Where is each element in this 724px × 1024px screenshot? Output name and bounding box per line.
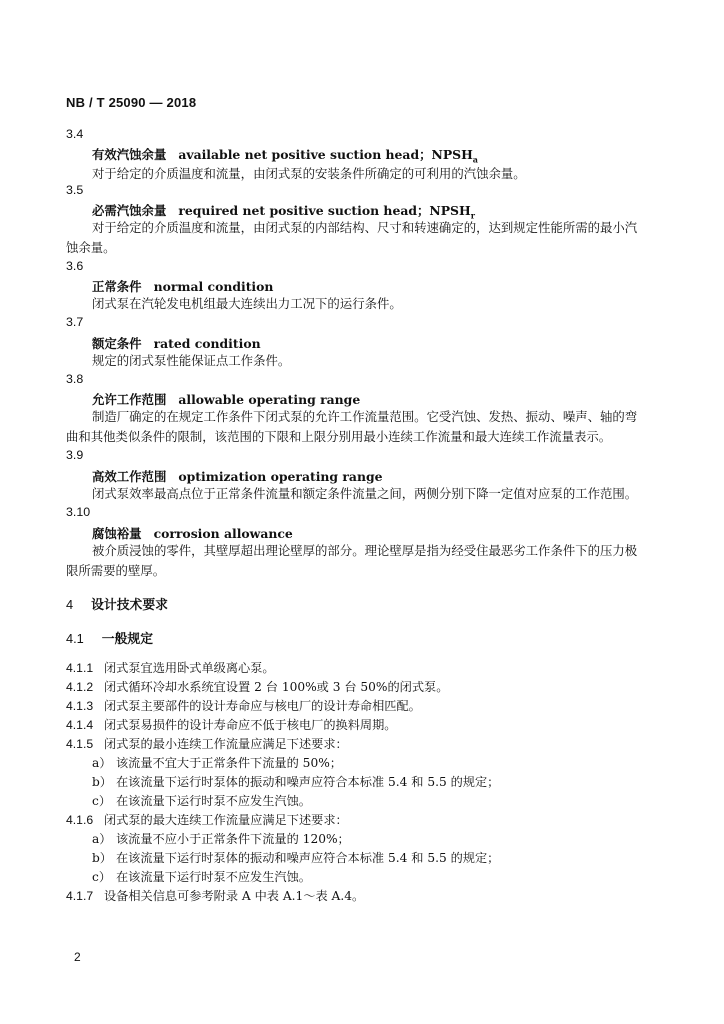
list-item-text: 该流量不应小于正常条件下流量的 120%； bbox=[116, 832, 350, 846]
term-heading bbox=[92, 467, 383, 485]
list-marker: c） bbox=[92, 870, 112, 884]
section-title: 设计技术要求 bbox=[91, 598, 168, 613]
clause bbox=[66, 659, 275, 676]
clause bbox=[66, 735, 348, 752]
clause-number: 4.1.4 bbox=[66, 718, 94, 732]
term-zh: 高效工作范围 bbox=[92, 469, 167, 484]
term-zh: 允许工作范围 bbox=[92, 392, 167, 407]
clause-text: 闭式循环冷却水系统宜设置 2 台 100%或 3 台 50%的闭式泵。 bbox=[104, 680, 449, 694]
clause-text: 闭式泵的最小连续工作流量应满足下述要求： bbox=[104, 737, 348, 751]
term-heading bbox=[92, 145, 478, 164]
clause-number: 4.1.7 bbox=[66, 889, 94, 903]
term-definition: 制造厂确定的在规定工作条件下闭式泵的允许工作流量范围。它受汽蚀、发热、振动、噪声、轴的弯曲和其他类似条件的限制，该范围的下限和上限分别用最小连续工作流量和最大连续工作流量表示。 bbox=[66, 409, 638, 444]
term-heading bbox=[92, 524, 293, 542]
list-item-text: 在该流量下运行时泵不应发生汽蚀。 bbox=[116, 870, 311, 884]
list-item-text: 在该流量下运行时泵体的振动和噪声应符合本标准 5.4 和 5.5 的规定； bbox=[116, 851, 500, 865]
term-subscript: r bbox=[470, 210, 475, 221]
term-zh: 腐蚀裕量 bbox=[92, 526, 142, 541]
list-item bbox=[92, 792, 311, 809]
term-number: 3.10 bbox=[66, 505, 91, 519]
list-marker: b） bbox=[92, 775, 112, 789]
term-number: 3.4 bbox=[66, 127, 84, 141]
term-definition: 被介质浸蚀的零件，其壁厚超出理论壁厚的部分。理论壁厚是指为经受住最恶劣工作条件下的压力极限所需要的壁厚。 bbox=[66, 543, 638, 578]
clause bbox=[66, 697, 421, 714]
list-item bbox=[92, 754, 342, 771]
term-en: allowable operating range bbox=[178, 392, 361, 407]
term-number: 3.5 bbox=[66, 183, 84, 197]
clause bbox=[66, 887, 364, 904]
term-heading bbox=[92, 390, 360, 408]
list-item bbox=[92, 773, 499, 790]
clause-text: 闭式泵的最大连续工作流量应满足下述要求： bbox=[104, 813, 348, 827]
term-en: optimization operating range bbox=[178, 469, 383, 484]
list-item bbox=[92, 849, 499, 866]
clause-text: 闭式泵宜选用卧式单级离心泵。 bbox=[104, 661, 275, 675]
term-zh: 额定条件 bbox=[92, 336, 142, 351]
section-heading bbox=[66, 594, 168, 613]
term-definition: 规定的闭式泵性能保证点工作条件。 bbox=[92, 353, 291, 368]
clause-text: 闭式泵易损件的设计寿命应不低于核电厂的换料周期。 bbox=[104, 718, 397, 732]
clause-number: 4.1.1 bbox=[66, 661, 94, 675]
section-title: 一般规定 bbox=[101, 632, 153, 647]
clause bbox=[66, 716, 397, 733]
term-definition: 对于给定的介质温度和流量，由闭式泵的内部结构、尺寸和转速确定的，达到规定性能所需的最小汽蚀余量。 bbox=[66, 220, 638, 255]
list-item bbox=[92, 868, 311, 885]
clause-number: 4.1.2 bbox=[66, 680, 94, 694]
term-definition: 闭式泵在汽轮发电机组最大连续出力工况下的运行条件。 bbox=[92, 296, 402, 311]
term-number: 3.6 bbox=[66, 259, 84, 273]
clause-number: 4.1.3 bbox=[66, 699, 94, 713]
clause-text: 设备相关信息可参考附录 A 中表 A.1～表 A.4。 bbox=[104, 889, 365, 903]
list-marker: a） bbox=[92, 756, 112, 770]
list-item bbox=[92, 830, 350, 847]
clause-text: 闭式泵主要部件的设计寿命应与核电厂的设计寿命相匹配。 bbox=[104, 699, 421, 713]
term-en: rated condition bbox=[153, 336, 261, 351]
standard-code-header: NB / T 25090 — 2018 bbox=[66, 95, 197, 110]
term-en: available net positive suction head；NPSH bbox=[178, 147, 473, 162]
page-number: 2 bbox=[74, 950, 81, 964]
term-subscript: a bbox=[472, 154, 478, 165]
term-zh: 有效汽蚀余量 bbox=[92, 147, 167, 162]
clause-number: 4.1.6 bbox=[66, 813, 94, 827]
term-number: 3.8 bbox=[66, 372, 84, 386]
term-en: required net positive suction head；NPSH bbox=[178, 203, 471, 218]
section-number: 4.1 bbox=[66, 631, 84, 646]
term-zh: 正常条件 bbox=[92, 279, 142, 294]
term-en: corrosion allowance bbox=[153, 526, 293, 541]
section-number: 4 bbox=[66, 597, 74, 612]
term-definition: 闭式泵效率最高点位于正常条件流量和额定条件流量之间，两侧分别下降一定值对应泵的工作范围。 bbox=[92, 486, 638, 501]
list-marker: a） bbox=[92, 832, 112, 846]
term-definition: 对于给定的介质温度和流量，由闭式泵的安装条件所确定的可利用的汽蚀余量。 bbox=[92, 166, 526, 181]
clause bbox=[66, 811, 348, 828]
term-heading bbox=[92, 277, 273, 295]
clause-number: 4.1.5 bbox=[66, 737, 94, 751]
list-item-text: 该流量不宜大于正常条件下流量的 50%； bbox=[116, 756, 342, 770]
list-item-text: 在该流量下运行时泵体的振动和噪声应符合本标准 5.4 和 5.5 的规定； bbox=[116, 775, 500, 789]
term-zh: 必需汽蚀余量 bbox=[92, 203, 167, 218]
term-heading bbox=[92, 334, 261, 352]
list-marker: b） bbox=[92, 851, 112, 865]
list-item-text: 在该流量下运行时泵不应发生汽蚀。 bbox=[116, 794, 311, 808]
term-number: 3.9 bbox=[66, 448, 84, 462]
subsection-heading bbox=[66, 628, 153, 647]
list-marker: c） bbox=[92, 794, 112, 808]
clause bbox=[66, 678, 448, 695]
term-number: 3.7 bbox=[66, 315, 84, 329]
term-en: normal condition bbox=[153, 279, 274, 294]
